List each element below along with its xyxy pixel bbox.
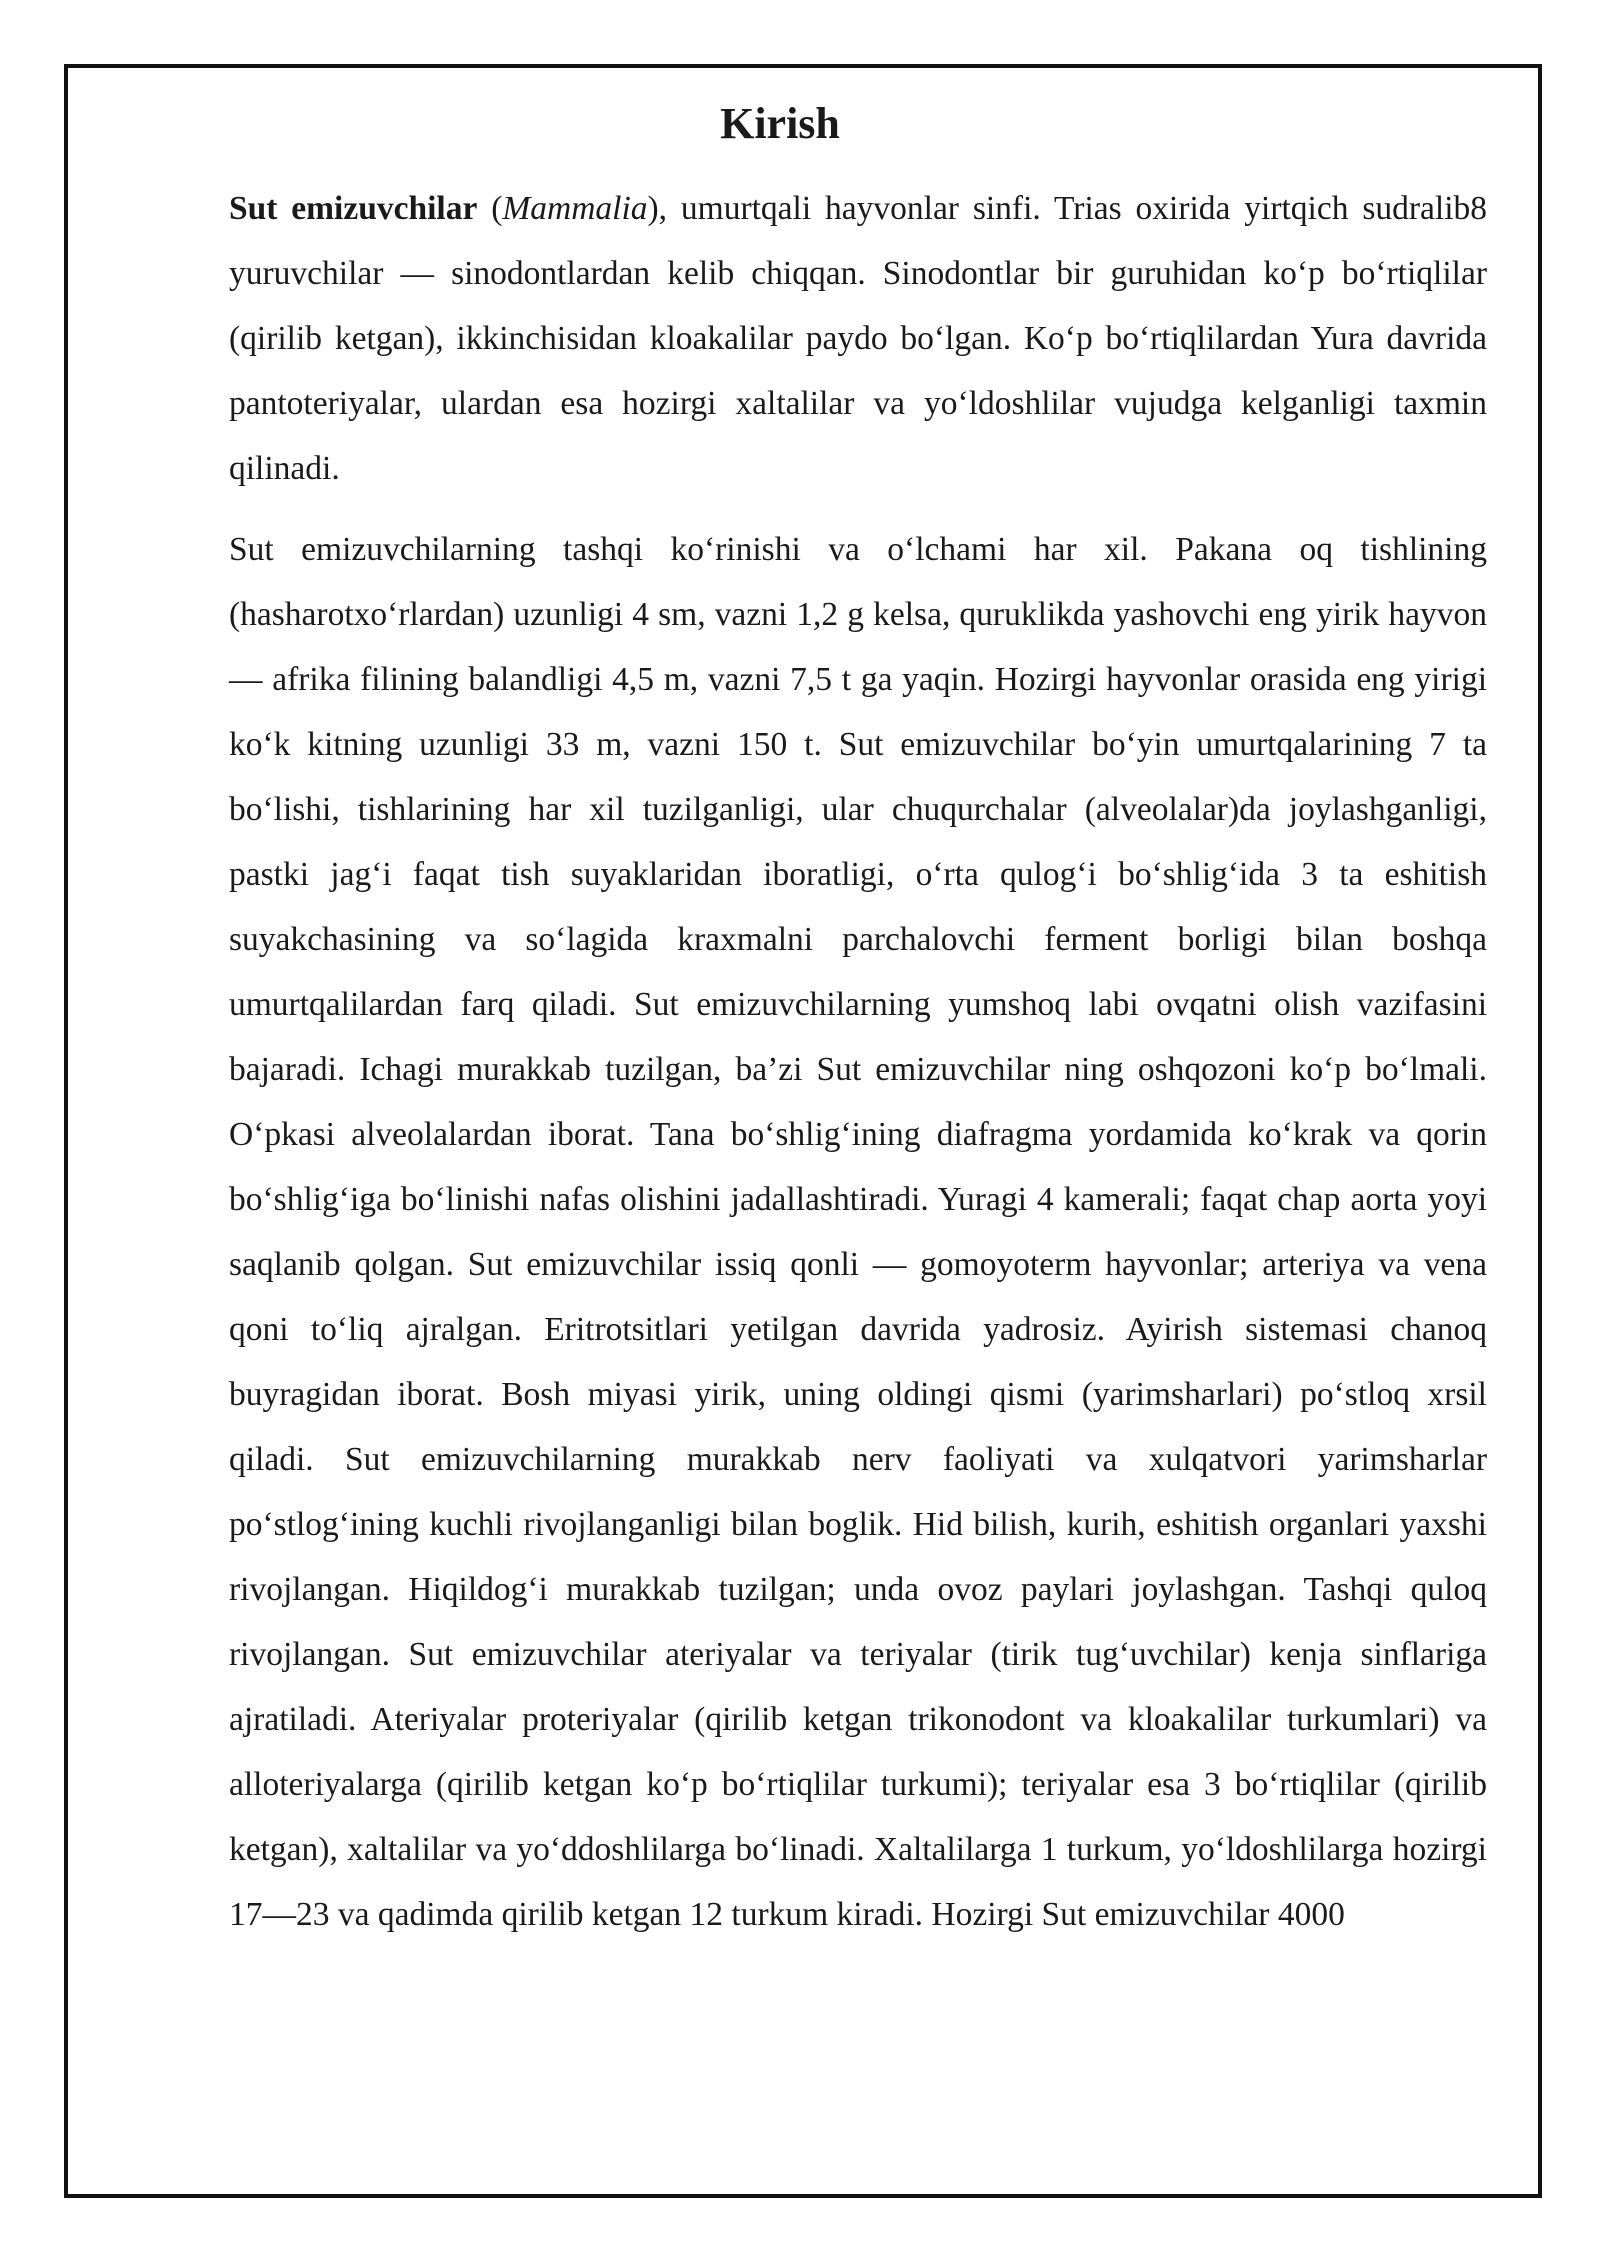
page-title: Kirish bbox=[720, 99, 840, 148]
body-paragraph: Sut emizuvchilarning tashqi ko‘rinishi va o‘lchami har xil. Pakana oq tishlining (hasharotxo‘rlardan) uzunligi 4 sm, vazni 1,2 g kelsa, quruklikda yashovchi eng yirik hayvon — afrika filining balandligi 4,5 m, vazni 7,5 t ga yaqin. Hozirgi hayvonlar orasida eng yirigi ko‘k kitning uzunligi 33 m, vazni 150 t. Sut emizuvchilar bo‘yin umurtqalarining 7 ta bo‘lishi, tishlarining har xil tuzilganligi, ular chuqurchalar (alveolalar)da joylashganligi, pastki jag‘i faqat tish suyaklaridan iboratligi, o‘rta qulog‘i bo‘shlig‘ida 3 ta eshitish suyakchasining va so‘lagida kraxmalni parchalovchi ferment borligi bilan boshqa umurtqalilardan farq qiladi. Sut emizuvchilarning yumshoq labi ovqatni olish vazifasini bajaradi. Ichagi murakkab tuzilgan, ba’zi Sut emizuvchilar ning oshqozoni ko‘p bo‘lmali. O‘pkasi alveolalardan iborat. Tana bo‘shlig‘ining diafragma yordamida ko‘krak va qorin bo‘shlig‘iga bo‘linishi nafas olishini jadallashtiradi. Yuragi 4 kamerali; faqat chap aorta yoyi saqlanib qolgan. Sut emizuvchilar issiq qonli — gomoyoterm hayvonlar; arteriya va vena qoni to‘liq ajralgan. Eritrotsitlari yetilgan davrida yadrosiz. Ayirish sistemasi chanoq buyragidan iborat. Bosh miyasi yirik, uning oldingi qismi (yarimsharlari) po‘stloq xrsil qiladi. Sut emizuvchilarning murakkab nerv faoliyati va xulqatvori yarimsharlar po‘stlog‘ining kuchli rivojlanganligi bilan boglik. Hid bilish, kurih, eshitish organlari yaxshi rivojlangan. Hiqildog‘i murakkab tuzilgan; unda ovoz paylari joylashgan. Tashqi quloq rivojlangan. Sut emizuvchilar ateriyalar va teriyalar (tirik tug‘uvchilar) kenja sinflariga ajratiladi. Ateriyalar proteriyalar (qirilib ketgan trikonodont va kloakalilar turkumlari) va alloteriyalarga (qirilib ketgan ko‘p bo‘rtiqlilar turkumi); teriyalar esa 3 bo‘rtiqlilar (qirilib ketgan), xaltalilar va yo‘ddoshlilarga bo‘linadi. Xaltalilarga 1 turkum, yo‘ldoshlilarga hozirgi 17—23 va qadimda qirilib ketgan 12 turkum kiradi. Hozirgi Sut emizuvchilar 4000 bbox=[229, 531, 1487, 1933]
intro-rest: ), umurtqali hayvonlar sinfi. Trias oxirida yirtqich sudralib8 yuruvchilar — sinodontlardan kelib chiqqan. Sinodontlar bir guruhidan ko‘p bo‘rtiqlilar (qirilib ketgan), ikkinchisidan kloakalilar paydo bo‘lgan. Ko‘p bo‘rtiqlilardan Yura davrida pantoteriyalar, ulardan esa hozirgi xaltalilar va yo‘ldoshlilar vujudga kelganligi taxmin qilinadi. bbox=[229, 190, 1487, 487]
document-body bbox=[229, 176, 1487, 1947]
intro-open-paren: ( bbox=[477, 190, 503, 227]
intro-term: Sut emizuvchilar bbox=[229, 190, 478, 227]
intro-latin-name: Mammalia bbox=[502, 190, 648, 227]
intro-paragraph bbox=[229, 176, 1487, 501]
